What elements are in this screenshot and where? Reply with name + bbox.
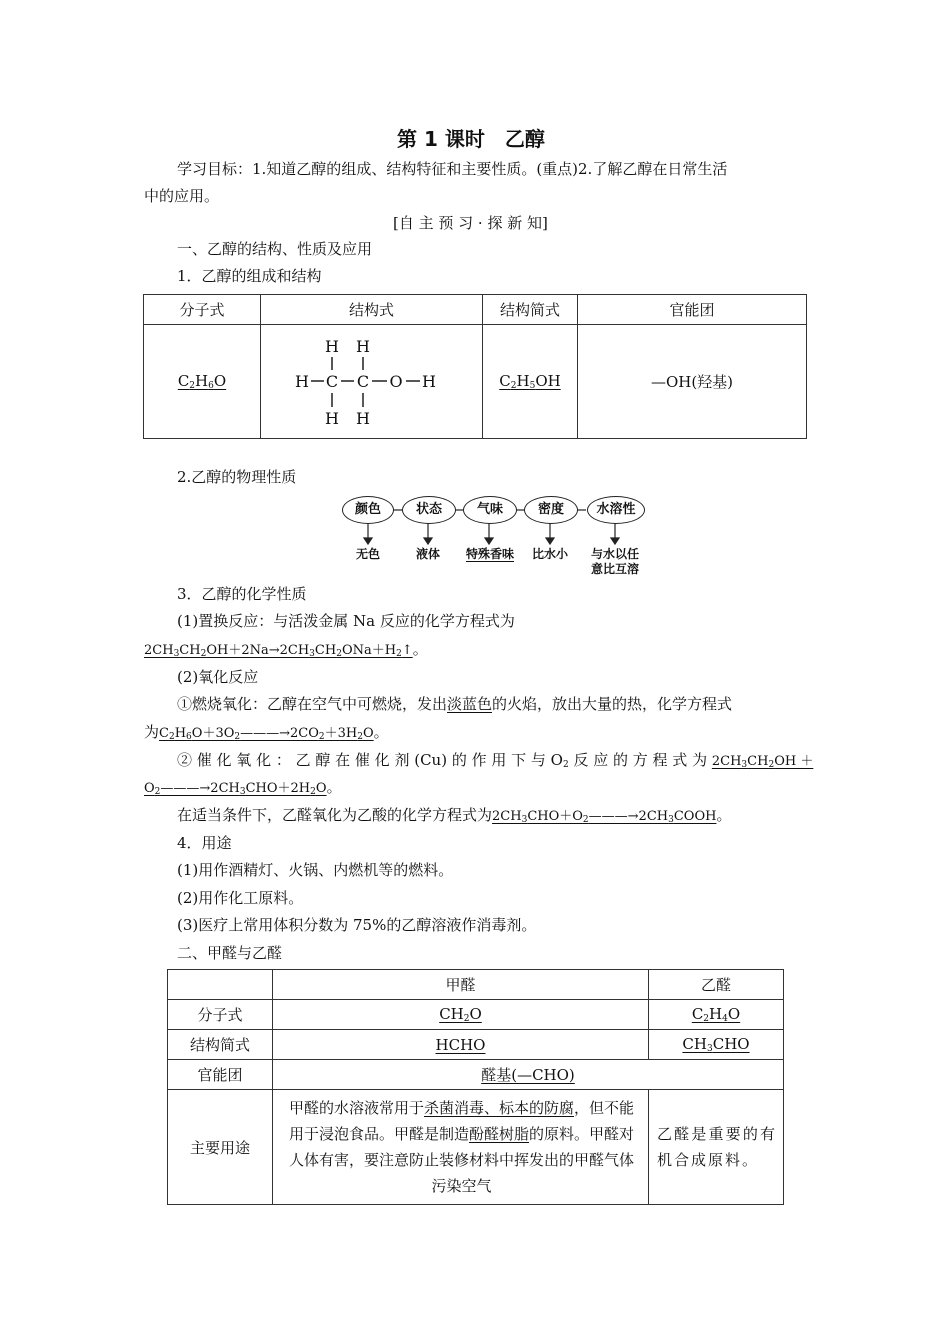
- use-item-1: (1)用作酒精灯、火锅、内燃机等的燃料。: [177, 861, 454, 879]
- svg-text:O: O: [388, 371, 403, 391]
- aldehyde-functional-group: 醛基(—CHO): [273, 1060, 784, 1090]
- ethanol-functional-group: —OH(羟基): [578, 325, 807, 439]
- combustion-line2: 为$C_2H_6O+3O_2———\to 2CO_2+3H_2O$。: [144, 723, 389, 742]
- ethanol-molecular-formula: $C_2H_6O$: [144, 325, 261, 439]
- value-color: 无色: [355, 547, 380, 561]
- svg-text:H: H: [355, 336, 370, 356]
- node-odor: 气味: [463, 496, 517, 524]
- sub3-heading: 3．乙醇的化学性质: [177, 585, 307, 603]
- th-simplified-formula: 结构简式: [483, 295, 578, 325]
- th-functional-group: 官能团: [578, 295, 807, 325]
- node-solubility: 水溶性: [587, 496, 645, 524]
- objectives-line1: 学习目标：1.知道乙醇的组成、结构特征和主要性质。(重点)2.了解乙醇在日常生活: [177, 160, 728, 178]
- svg-text:C: C: [356, 371, 369, 391]
- combustion-line1: ①燃烧氧化：乙醇在空气中可燃烧，发出淡蓝色的火焰，放出大量的热，化学方程式: [177, 695, 733, 713]
- formaldehyde-molecular-formula: $CH_2O$: [273, 1000, 649, 1030]
- aldehyde-table: [167, 969, 784, 1205]
- acetaldehyde-simplified-formula: $CH_3CHO$: [649, 1030, 784, 1060]
- oxidation-label: (2)氧化反应: [177, 668, 259, 686]
- sub1-heading: 1．乙醇的组成和结构: [177, 267, 322, 285]
- objectives-line2: 中的应用。: [144, 187, 220, 205]
- ethanol-structure-table: [143, 294, 807, 439]
- ethanol-simplified-formula: $C_2H_5OH$: [483, 325, 578, 439]
- node-state: 状态: [402, 496, 456, 524]
- svg-text:C: C: [325, 371, 338, 391]
- value-solubility: 与水以任意比互溶: [590, 547, 639, 576]
- acetaldehyde-use: 乙醛是重要的有机合成原料。: [649, 1090, 784, 1205]
- ethanol-structural-formula: [261, 325, 483, 439]
- value-odor: 特殊香味: [465, 547, 514, 561]
- uses-heading: 4．用途: [177, 834, 232, 852]
- svg-text:H: H: [324, 408, 339, 428]
- t2-row-label: 官能团: [168, 1060, 273, 1090]
- replacement-equation-line: $2CH_3CH_2OH+2Na\to 2CH_3CH_2ONa+H_2↑$。: [144, 640, 428, 659]
- node-color: 颜色: [342, 496, 394, 524]
- th-molecular-formula: 分子式: [144, 295, 261, 325]
- th-structural-formula: 结构式: [261, 295, 483, 325]
- value-state: 液体: [415, 547, 440, 561]
- t2-row-label: 主要用途: [168, 1090, 273, 1205]
- replacement-label: (1)置换反应：与活泼金属 Na 反应的化学方程式为: [177, 612, 515, 630]
- node-density: 密度: [524, 496, 578, 524]
- aldehyde-oxidation-line: 在适当条件下，乙醛氧化为乙酸的化学方程式为$2CH_3CHO+O_2———\to 2CH_3COOH$。: [177, 806, 732, 825]
- formaldehyde-use: 甲醛的水溶液常用于杀菌消毒、标本的防腐，但不能用于浸泡食品。甲醛是制造酚醛树脂的原料。甲醛对人体有害，要注意防止装修材料中挥发出的甲醛气体污染空气: [273, 1090, 649, 1205]
- section1-heading: 一、乙醇的结构、性质及应用: [177, 240, 373, 258]
- value-density: 比水小: [531, 547, 568, 561]
- sub2-heading: 2.乙醇的物理性质: [177, 468, 297, 486]
- preview-heading: [自 主 预 习 · 探 新 知]: [393, 214, 548, 232]
- t2-row-label: 分子式: [168, 1000, 273, 1030]
- svg-text:H: H: [421, 371, 436, 391]
- svg-text:H: H: [355, 408, 370, 428]
- svg-text:H: H: [294, 371, 309, 391]
- t2-row-label: 结构简式: [168, 1030, 273, 1060]
- acetaldehyde-molecular-formula: $C_2H_4O$: [649, 1000, 784, 1030]
- t2-header-formaldehyde: 甲醛: [273, 970, 649, 1000]
- t2-corner: [168, 970, 273, 1000]
- svg-text:H: H: [324, 336, 339, 356]
- catalytic-line2: $O_2———\to 2CH_3CHO+2H_2O$。: [144, 778, 342, 797]
- catalytic-line1: ② 催 化 氧 化 ： 乙 醇 在 催 化 剂 (Cu) 的 作 用 下 与 $O_2$ 反 应 的 方 程 式 为 $2CH_3CH_2OH$ ＋: [177, 751, 814, 770]
- t2-header-acetaldehyde: 乙醛: [649, 970, 784, 1000]
- section2-heading: 二、甲醛与乙醛: [177, 944, 283, 962]
- structural-formula-diagram: [292, 332, 452, 432]
- page-title: 第 1 课时 乙醇: [397, 127, 545, 151]
- formaldehyde-simplified-formula: HCHO: [273, 1030, 649, 1060]
- use-item-2: (2)用作化工原料。: [177, 889, 304, 907]
- use-item-3: (3)医疗上常用体积分数为 75%的乙醇溶液作消毒剂。: [177, 916, 537, 934]
